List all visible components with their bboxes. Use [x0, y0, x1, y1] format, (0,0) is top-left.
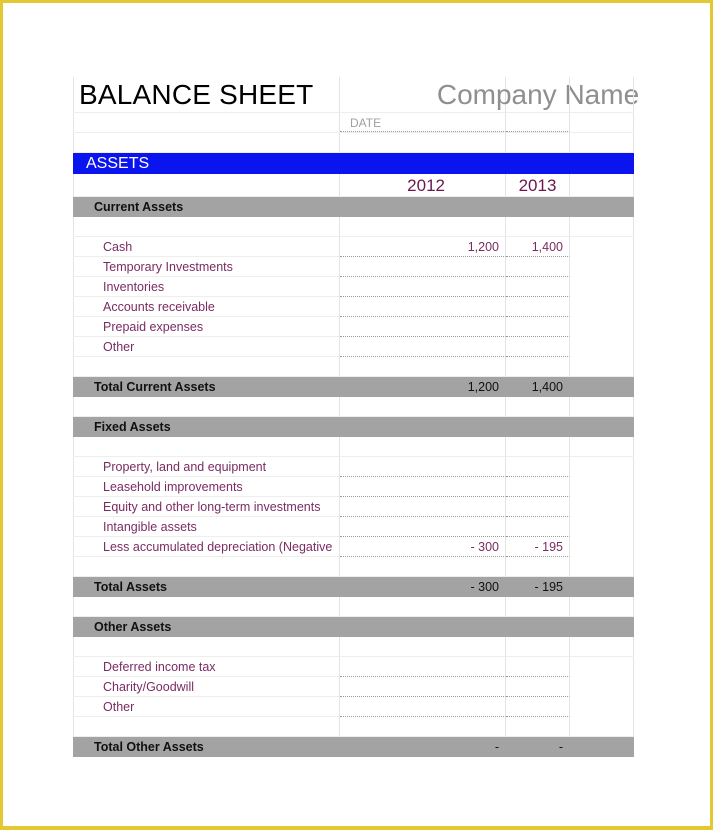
year-2012-label: 2012 [407, 176, 445, 195]
blank-row [73, 557, 634, 577]
table-row: Deferred income tax [73, 657, 634, 677]
year-header-row [73, 174, 634, 197]
table-row: Charity/Goodwill [73, 677, 634, 697]
date-row [73, 113, 634, 133]
balance-sheet [73, 77, 640, 757]
blank-row [73, 597, 634, 617]
blank-row [73, 717, 634, 737]
total-assets-row: Total Assets - 300 - 195 [73, 577, 634, 597]
table-row: Leasehold improvements [73, 477, 634, 497]
table-row: Inventories [73, 277, 634, 297]
company-name[interactable]: Company Name [436, 79, 640, 110]
table-row: Property, land and equipment [73, 457, 634, 477]
total-current-assets-row: Total Current Assets 1,200 1,400 [73, 377, 634, 397]
assets-header-bar [73, 153, 634, 174]
section-other-assets: Other Assets [73, 617, 634, 637]
blank-row [73, 133, 634, 153]
table-row: Other [73, 337, 634, 357]
title-row [73, 77, 640, 113]
date-field[interactable]: DATE [350, 116, 382, 130]
blank-row [73, 437, 634, 457]
assets-label: ASSETS [86, 155, 150, 172]
blank-row [73, 397, 634, 417]
table-row: Intangible assets [73, 517, 634, 537]
blank-row [73, 217, 634, 237]
table-row: Accounts receivable [73, 297, 634, 317]
total-other-assets-row: Total Other Assets - - [73, 737, 634, 757]
section-current-assets: Current Assets [73, 197, 634, 217]
blank-row [73, 357, 634, 377]
page-title: BALANCE SHEET [79, 79, 314, 110]
table-row: Equity and other long-term investments [73, 497, 634, 517]
table-row: Other [73, 697, 634, 717]
table-row: Less accumulated depreciation (Negative - 300 - 195 [73, 537, 634, 557]
blank-row [73, 637, 634, 657]
table-row: Cash 1,200 1,400 [73, 237, 634, 257]
table-row: Prepaid expenses [73, 317, 634, 337]
table-row: Temporary Investments [73, 257, 634, 277]
section-fixed-assets: Fixed Assets [73, 417, 634, 437]
year-2013-label: 2013 [518, 176, 557, 195]
